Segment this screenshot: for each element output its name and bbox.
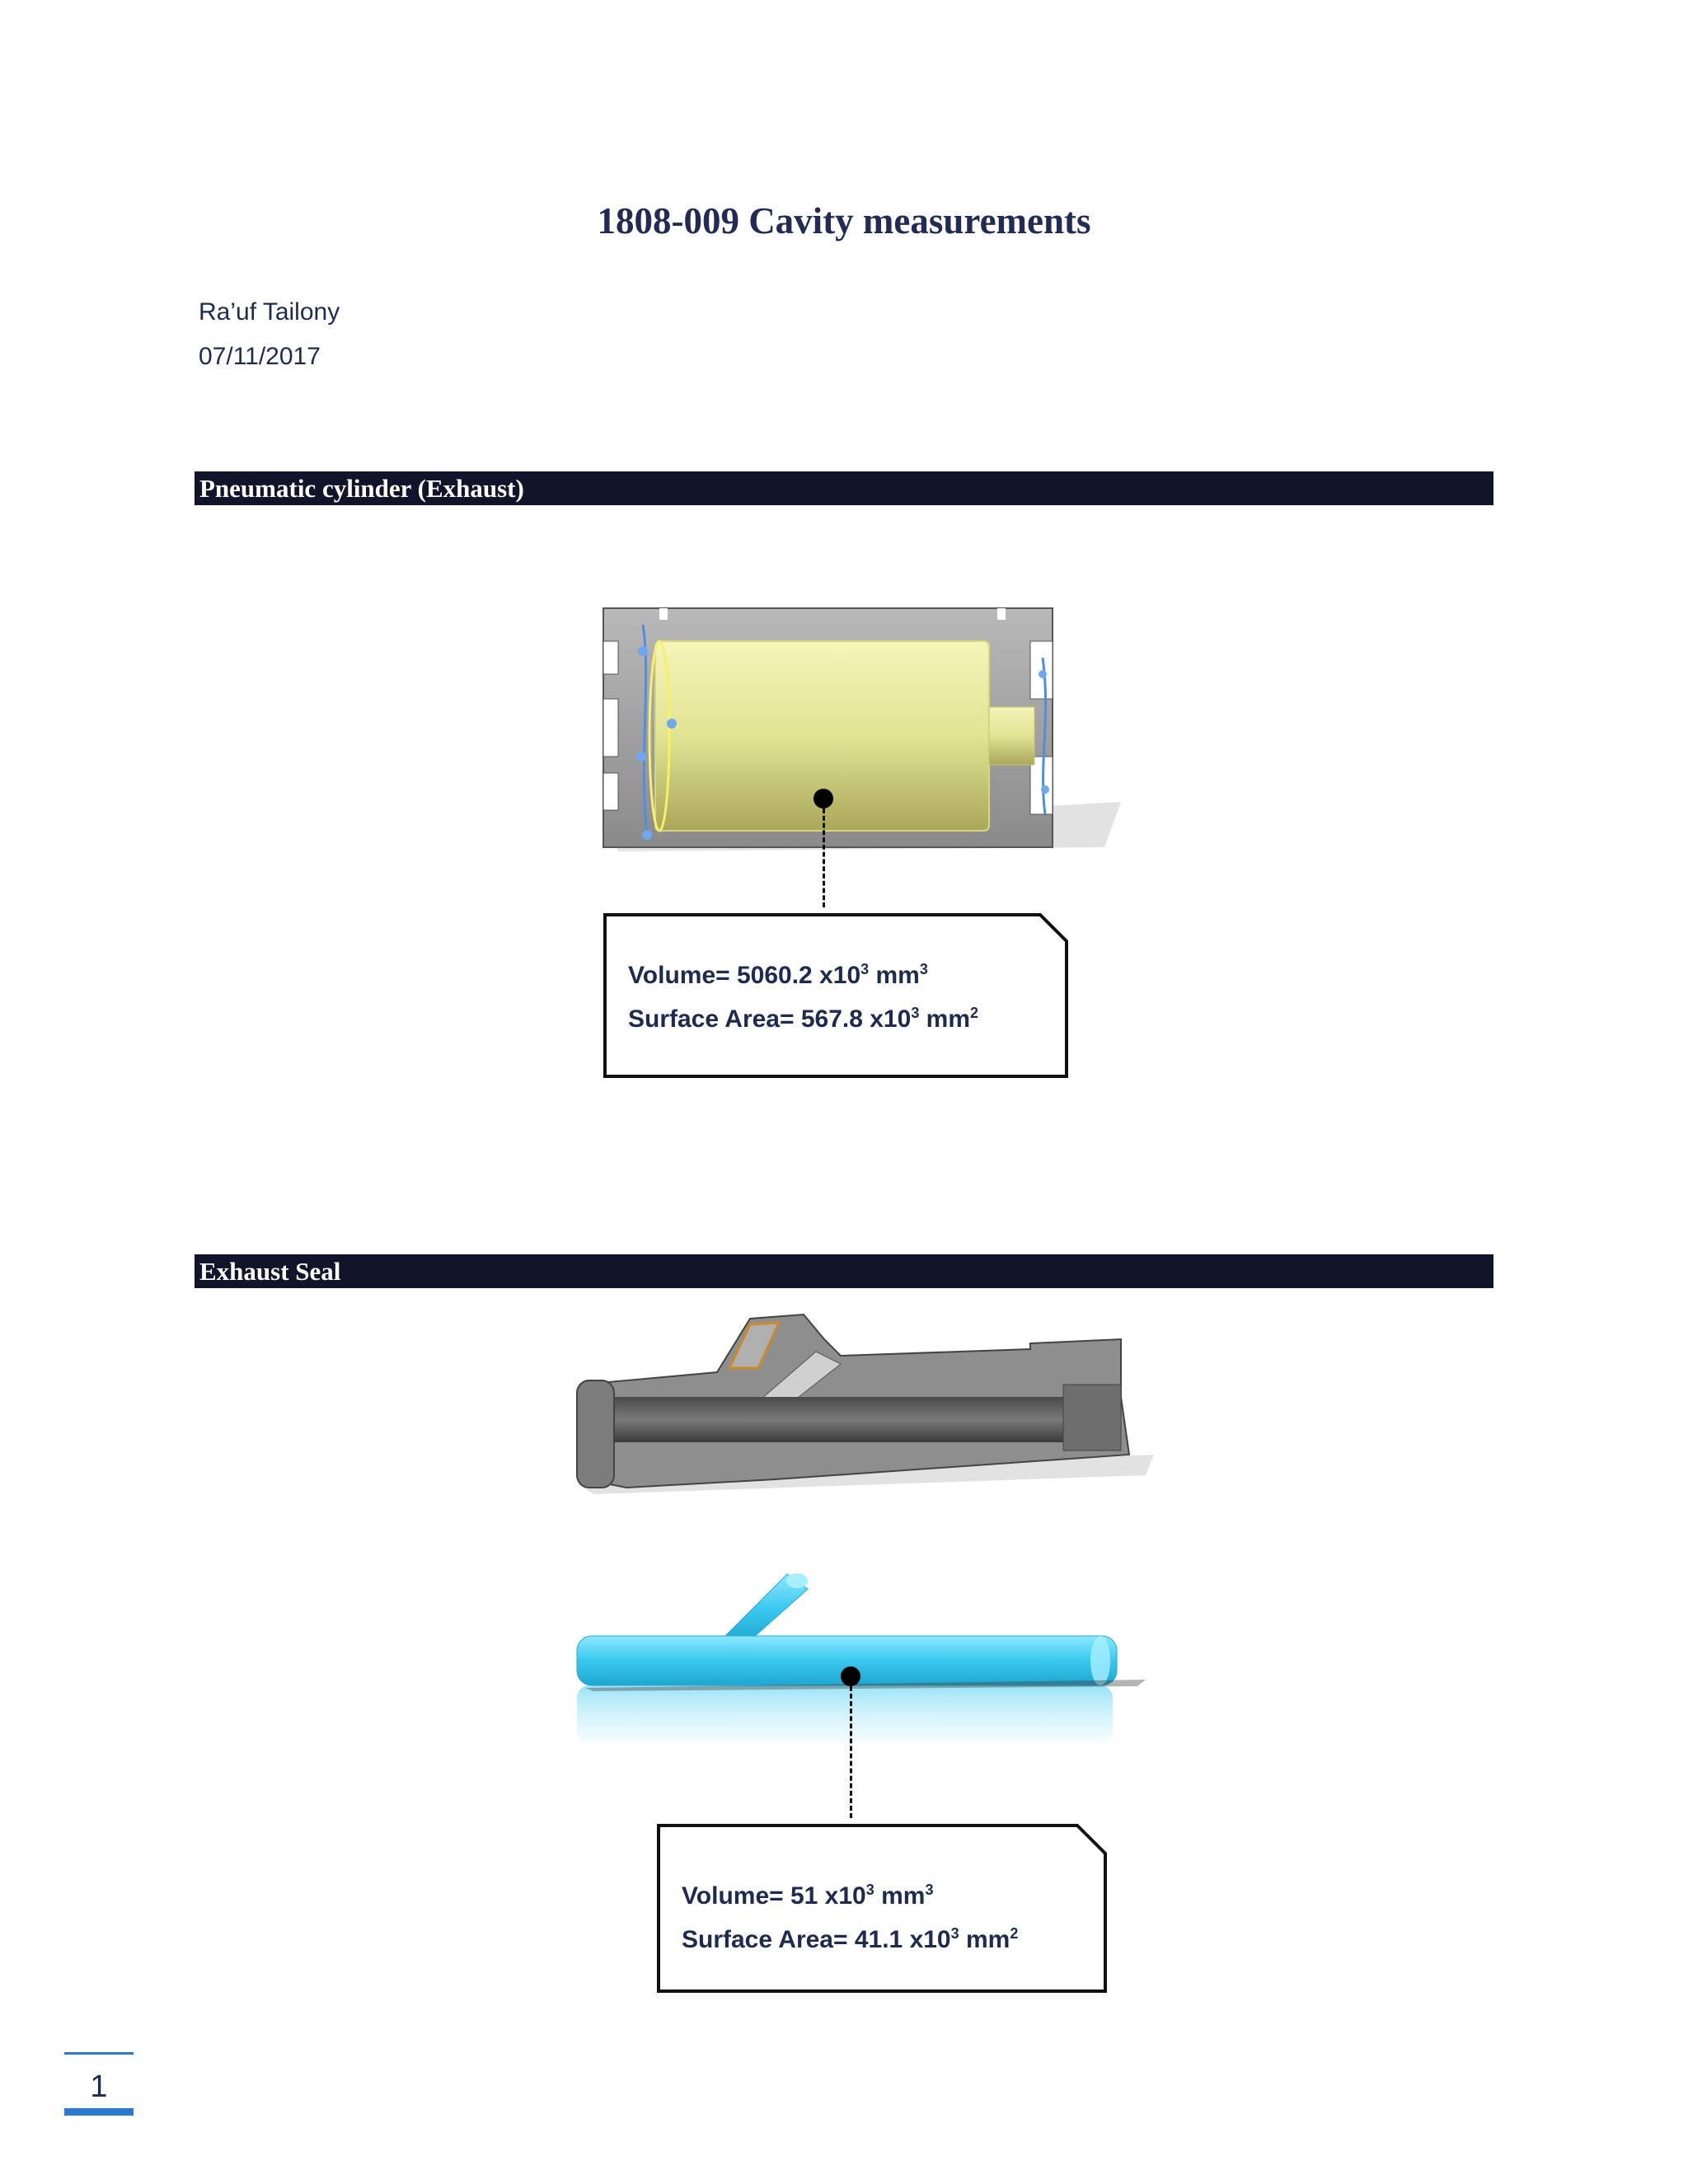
exhaust-seal-cad-image bbox=[569, 1306, 1156, 1496]
document-title: 1808-009 Cavity measurements bbox=[597, 200, 1091, 241]
measurement-callout-exhaust-seal bbox=[657, 1824, 1107, 1993]
volume-measurement: Volume= 5060.2 $x10^3$ $mm^3$ bbox=[628, 961, 928, 989]
surface-area-measurement-seal: Surface Area= 41.1 $x10^3$ $mm^2$ bbox=[682, 1925, 1019, 1953]
measurement-callout-pneumatic-cylinder bbox=[603, 913, 1068, 1078]
pneumatic-cylinder-cad-image bbox=[593, 600, 1125, 864]
section-heading-pneumatic-cylinder: Pneumatic cylinder (Exhaust) bbox=[195, 471, 1493, 505]
surface-area-measurement: Surface Area= 567.8 $x10^3$ $mm^2$ bbox=[628, 1005, 979, 1033]
measurement-point-marker-seal bbox=[841, 1666, 860, 1686]
exhaust-seal-cavity-image bbox=[569, 1558, 1156, 1755]
section-heading-exhaust-seal: Exhaust Seal bbox=[195, 1254, 1493, 1288]
author-name: Ra’uf Tailony bbox=[199, 298, 340, 326]
callout-leader-line-seal bbox=[850, 1686, 852, 1818]
document-date: 07/11/2017 bbox=[199, 343, 321, 370]
volume-measurement-seal: Volume= 51 $x10^3$ $mm^3$ bbox=[682, 1882, 934, 1910]
page-number-underline bbox=[64, 2108, 134, 2116]
page-number: 1 bbox=[64, 2052, 134, 2105]
measurement-point-marker bbox=[814, 789, 833, 808]
callout-leader-line bbox=[823, 808, 825, 907]
